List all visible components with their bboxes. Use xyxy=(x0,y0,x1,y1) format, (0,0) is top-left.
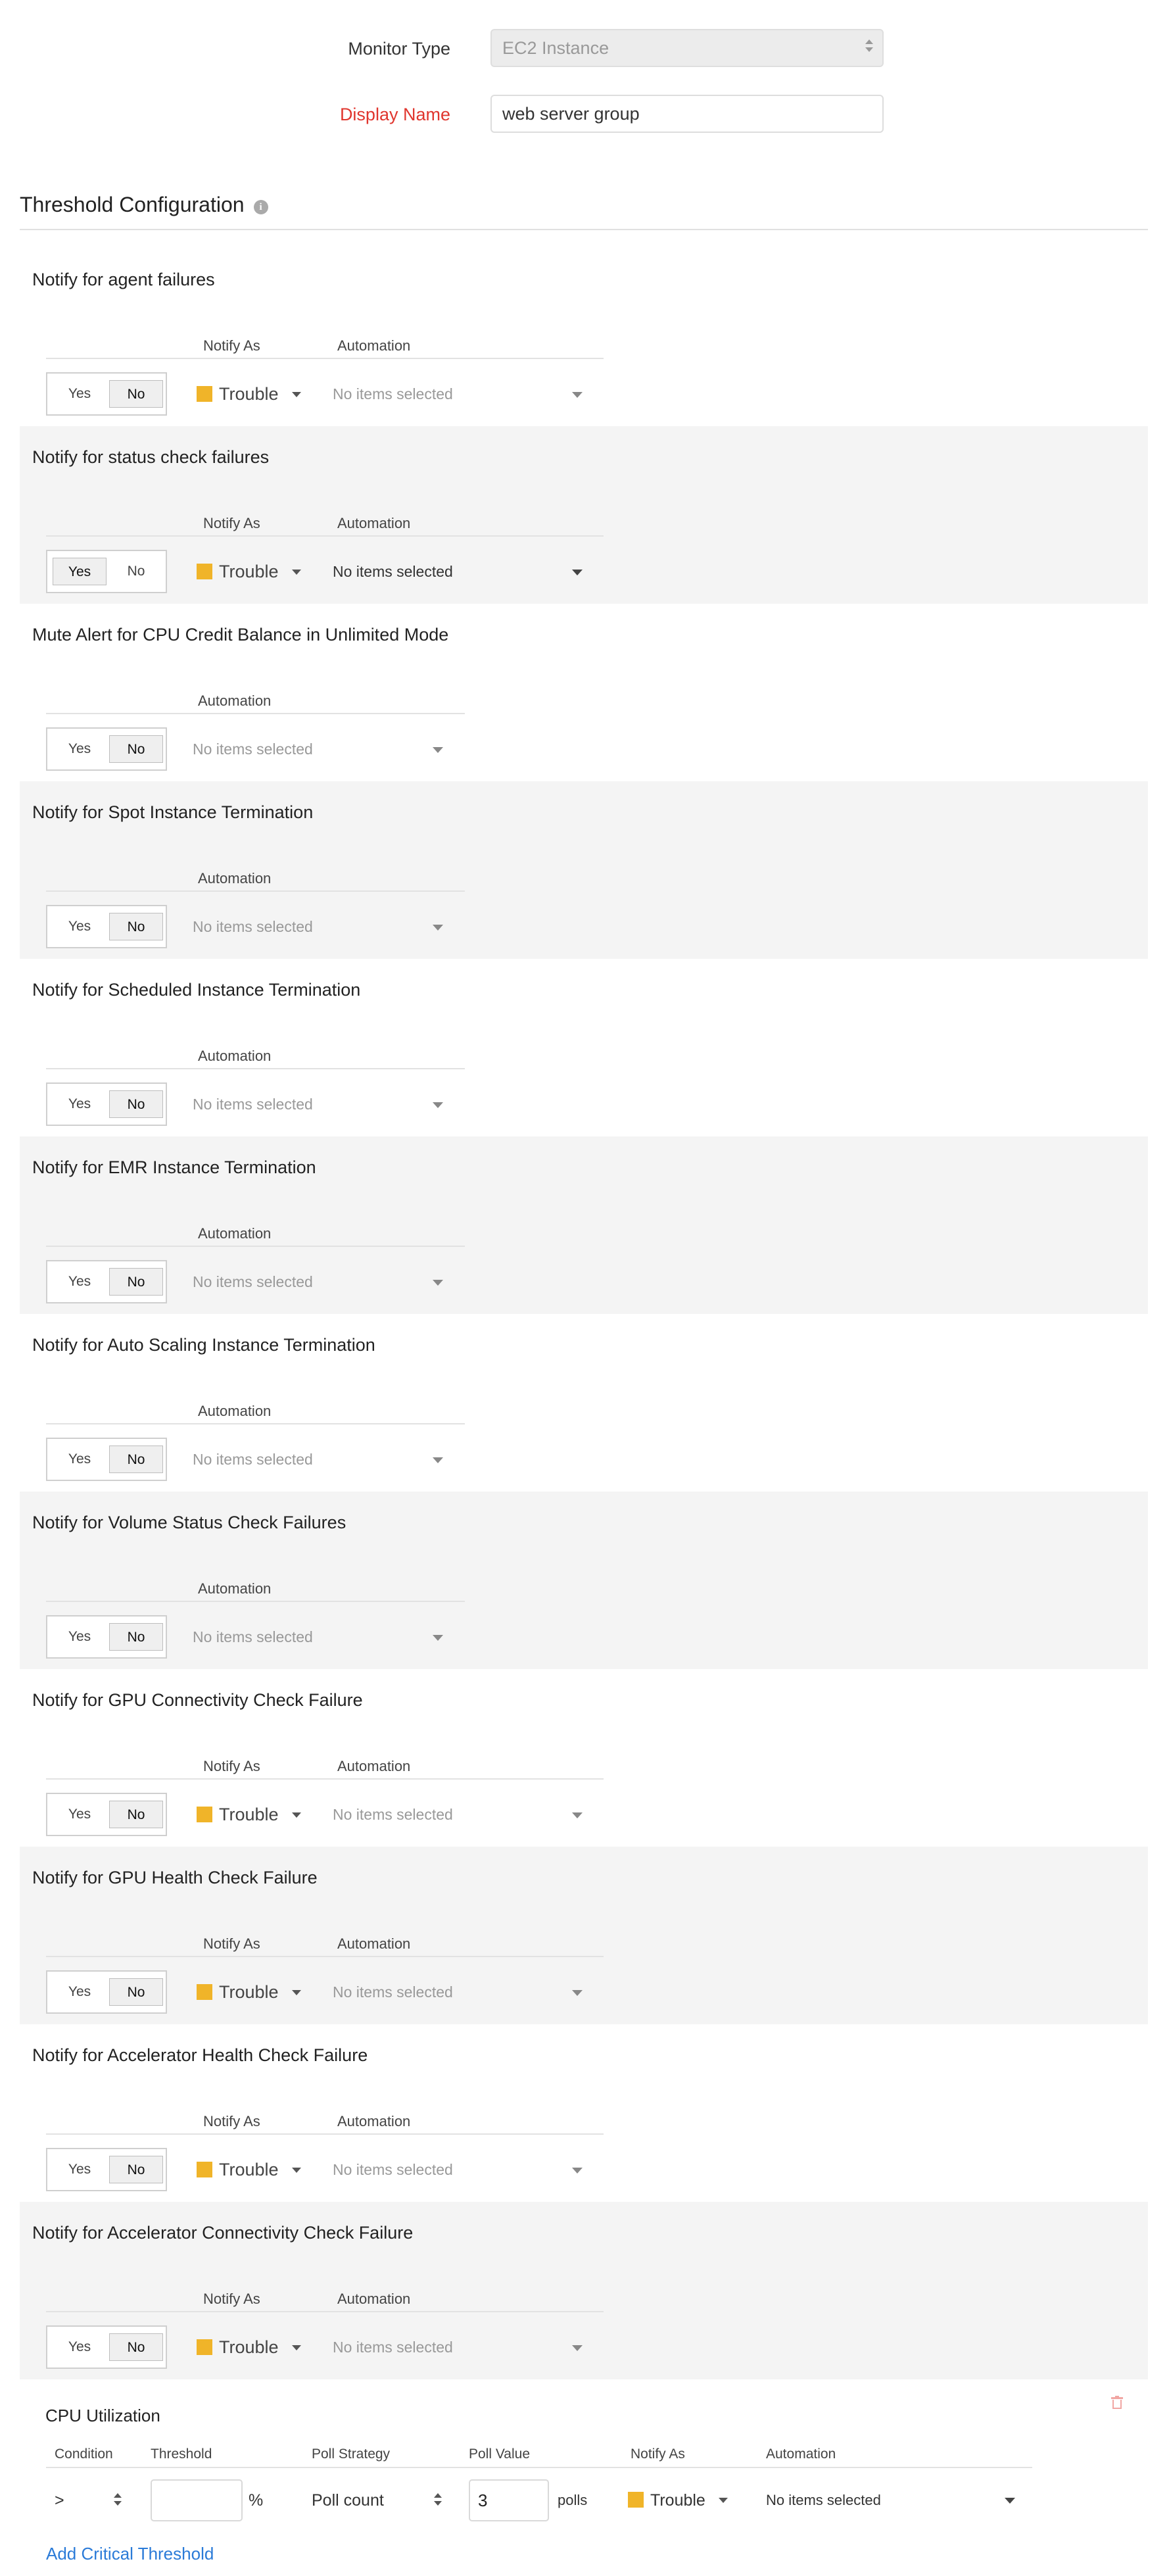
yes-button[interactable]: Yes xyxy=(68,1451,91,1467)
notify-as-header: Notify As xyxy=(203,1935,260,1952)
yes-no-toggle[interactable] xyxy=(46,905,167,948)
caret-down-icon xyxy=(572,2168,583,2174)
notify-as-dropdown[interactable] xyxy=(197,379,301,409)
condition-select[interactable] xyxy=(55,2479,147,2521)
yes-button[interactable]: Yes xyxy=(68,1984,91,1999)
automation-dropdown[interactable]: No items selected xyxy=(193,1273,313,1290)
no-button[interactable]: No xyxy=(109,2333,163,2361)
condition-header: Condition xyxy=(55,2446,113,2462)
notify-as-header: Notify As xyxy=(203,2291,260,2307)
monitor-type-value: EC2 Instance xyxy=(502,38,609,58)
no-button[interactable]: No xyxy=(109,1268,163,1296)
threshold-block xyxy=(20,1847,1148,2024)
trouble-color-swatch xyxy=(197,1807,212,1822)
automation-dropdown[interactable]: No items selected xyxy=(193,918,313,935)
monitor-type-label: Monitor Type xyxy=(348,39,450,59)
header-divider xyxy=(46,1068,465,1069)
block-title: Notify for Auto Scaling Instance Termination xyxy=(32,1335,375,1355)
block-title: Notify for Volume Status Check Failures xyxy=(32,1513,346,1532)
yes-button[interactable]: Yes xyxy=(68,919,91,934)
yes-button[interactable]: Yes xyxy=(68,1096,91,1111)
no-button[interactable]: No xyxy=(109,1090,163,1118)
poll-strategy-header: Poll Strategy xyxy=(312,2446,391,2462)
poll-unit: polls xyxy=(558,2492,588,2508)
automation-dropdown[interactable]: No items selected xyxy=(333,385,453,402)
display-name-label: Display Name xyxy=(339,105,450,124)
automation-header: Automation xyxy=(198,870,272,887)
threshold-block xyxy=(20,249,1148,426)
threshold-block xyxy=(20,1314,1148,1492)
caret-down-icon xyxy=(572,570,583,575)
block-title: Notify for GPU Health Check Failure xyxy=(32,1868,318,1887)
header-divider xyxy=(46,713,465,714)
notify-as-header: Notify As xyxy=(203,337,260,354)
caret-down-icon xyxy=(292,2168,301,2173)
yes-button[interactable]: Yes xyxy=(53,558,107,585)
trouble-color-swatch xyxy=(197,564,212,579)
yes-button[interactable]: Yes xyxy=(68,1274,91,1289)
block-title: Mute Alert for CPU Credit Balance in Unlimited Mode xyxy=(32,625,449,644)
notify-as-value: Trouble xyxy=(219,1982,279,2002)
automation-header: Automation xyxy=(198,1048,272,1064)
header-divider xyxy=(46,535,604,537)
notify-as-header: Notify As xyxy=(203,2113,260,2129)
poll-value-input[interactable]: 3 xyxy=(469,2479,549,2521)
notify-as-value: Trouble xyxy=(650,2491,705,2510)
block-title: Notify for EMR Instance Termination xyxy=(32,1157,316,1177)
automation-header: Automation xyxy=(337,515,411,531)
yes-button[interactable]: Yes xyxy=(68,1807,91,1822)
automation-header: Automation xyxy=(198,1580,272,1597)
yes-no-toggle[interactable] xyxy=(46,1438,167,1481)
header-divider xyxy=(46,1246,465,1247)
notify-as-dropdown[interactable] xyxy=(197,1977,301,2007)
automation-header: Automation xyxy=(337,337,411,354)
threshold-configuration-title xyxy=(20,193,268,217)
no-button[interactable]: No xyxy=(109,2156,163,2183)
automation-dropdown[interactable]: No items selected xyxy=(193,1451,313,1468)
yes-button[interactable]: Yes xyxy=(68,386,91,401)
caret-down-icon xyxy=(572,392,583,398)
automation-dropdown[interactable]: No items selected xyxy=(193,1628,313,1645)
block-title: Notify for agent failures xyxy=(32,270,215,289)
caret-down-icon xyxy=(292,570,301,575)
block-title: Notify for Spot Instance Termination xyxy=(32,802,314,822)
caret-down-icon xyxy=(1005,2498,1015,2504)
caret-down-icon xyxy=(433,1280,443,1286)
automation-header: Automation xyxy=(198,1403,272,1419)
automation-dropdown[interactable]: No items selected xyxy=(193,1096,313,1113)
notify-as-value: Trouble xyxy=(219,384,279,404)
threshold-block xyxy=(20,781,1148,959)
header-divider xyxy=(46,1423,465,1424)
yes-button[interactable]: Yes xyxy=(68,741,91,756)
caret-down-icon xyxy=(292,2345,301,2350)
caret-down-icon xyxy=(572,1812,583,1818)
no-button[interactable]: No xyxy=(127,564,145,579)
automation-header: Automation xyxy=(337,2113,411,2129)
automation-dropdown[interactable]: No items selected xyxy=(333,2339,453,2356)
cpu-utilization-title: CPU Utilization xyxy=(45,2406,160,2425)
notify-as-header: Notify As xyxy=(631,2446,685,2462)
no-button[interactable]: No xyxy=(109,1446,163,1473)
trouble-color-swatch xyxy=(197,1984,212,2000)
poll-value-header: Poll Value xyxy=(469,2446,531,2462)
condition-value: > xyxy=(55,2491,64,2510)
header-divider xyxy=(46,2133,604,2135)
block-title: Notify for status check failures xyxy=(32,447,270,467)
cpu-utilization-section xyxy=(20,2377,1148,2576)
threshold-block xyxy=(20,1669,1148,1847)
caret-down-icon xyxy=(719,2498,728,2503)
threshold-block xyxy=(20,2024,1148,2202)
no-button[interactable]: No xyxy=(109,1623,163,1651)
add-critical-threshold-link[interactable]: Add Critical Threshold xyxy=(46,2544,214,2564)
automation-header: Automation xyxy=(198,693,272,709)
no-button[interactable]: No xyxy=(109,735,163,763)
threshold-input[interactable] xyxy=(151,2479,243,2521)
yes-button[interactable]: Yes xyxy=(68,2162,91,2177)
caret-down-icon xyxy=(572,2345,583,2351)
automation-dropdown[interactable]: No items selected xyxy=(193,741,313,758)
notify-as-dropdown[interactable] xyxy=(197,2154,301,2185)
cpu-notify-as-dropdown[interactable] xyxy=(628,2479,728,2521)
trouble-color-swatch xyxy=(197,2339,212,2355)
notify-as-value: Trouble xyxy=(219,562,279,581)
header-divider xyxy=(46,2311,604,2312)
caret-down-icon xyxy=(433,1635,443,1641)
header-divider xyxy=(46,1956,604,1957)
poll-strategy-value: Poll count xyxy=(312,2491,384,2510)
caret-down-icon xyxy=(433,925,443,931)
caret-down-icon xyxy=(433,1457,443,1463)
header-divider xyxy=(46,358,604,359)
no-button[interactable]: No xyxy=(109,1801,163,1828)
automation-dropdown[interactable]: No items selected xyxy=(333,563,453,580)
notify-as-value: Trouble xyxy=(219,2160,279,2179)
block-title: Notify for Accelerator Health Check Failure xyxy=(32,2045,368,2065)
yes-button[interactable]: Yes xyxy=(68,2339,91,2354)
select-arrows-icon xyxy=(865,39,873,55)
yes-no-toggle[interactable] xyxy=(46,372,167,416)
trash-icon[interactable] xyxy=(1111,2396,1123,2410)
no-button[interactable]: No xyxy=(109,1978,163,2006)
poll-strategy-arrows-icon xyxy=(434,2493,442,2509)
threshold-unit: % xyxy=(249,2491,264,2510)
notify-as-dropdown[interactable] xyxy=(197,1799,301,1830)
info-icon[interactable]: i xyxy=(254,200,268,214)
poll-strategy-select[interactable] xyxy=(312,2479,450,2521)
monitor-type-select[interactable] xyxy=(490,29,884,67)
notify-as-value: Trouble xyxy=(219,2337,279,2357)
trouble-color-swatch xyxy=(197,2162,212,2177)
yes-no-toggle[interactable] xyxy=(46,550,167,593)
caret-down-icon xyxy=(292,1990,301,1995)
automation-value: No items selected xyxy=(766,2492,881,2508)
notify-as-value: Trouble xyxy=(219,1805,279,1824)
caret-down-icon xyxy=(433,1102,443,1108)
block-title: Notify for Scheduled Instance Termination xyxy=(32,980,361,1000)
yes-button[interactable]: Yes xyxy=(68,1629,91,1644)
automation-dropdown[interactable]: No items selected xyxy=(333,1983,453,2001)
automation-dropdown[interactable]: No items selected xyxy=(333,1806,453,1823)
condition-arrows-icon xyxy=(114,2493,122,2509)
yes-no-toggle[interactable] xyxy=(46,1793,167,1836)
display-name-row xyxy=(0,93,1169,135)
caret-down-icon xyxy=(292,392,301,397)
divider xyxy=(20,229,1148,230)
header-divider xyxy=(46,890,465,892)
yes-no-toggle[interactable] xyxy=(46,727,167,771)
threshold-header: Threshold xyxy=(151,2446,212,2462)
threshold-block xyxy=(20,604,1148,781)
threshold-block xyxy=(20,1492,1148,1669)
no-button[interactable]: No xyxy=(109,380,163,408)
notify-as-header: Notify As xyxy=(203,1758,260,1774)
header-divider xyxy=(46,1601,465,1602)
caret-down-icon xyxy=(292,1812,301,1818)
automation-header: Automation xyxy=(337,2291,411,2307)
section-title-text: Threshold Configuration xyxy=(20,193,245,216)
yes-no-toggle[interactable] xyxy=(46,1260,167,1303)
trouble-color-swatch xyxy=(197,386,212,402)
yes-no-toggle[interactable] xyxy=(46,1615,167,1659)
trouble-color-swatch xyxy=(628,2492,644,2508)
block-title: Notify for GPU Connectivity Check Failure xyxy=(32,1690,363,1710)
yes-no-toggle[interactable] xyxy=(46,2325,167,2369)
no-button[interactable]: No xyxy=(109,913,163,940)
header-divider xyxy=(46,1778,604,1780)
monitor-type-row xyxy=(0,28,1169,70)
threshold-block xyxy=(20,426,1148,604)
notify-as-dropdown[interactable] xyxy=(197,2332,301,2362)
notify-as-dropdown[interactable] xyxy=(197,556,301,587)
yes-no-toggle[interactable] xyxy=(46,2148,167,2191)
automation-header: Automation xyxy=(337,1935,411,1952)
caret-down-icon xyxy=(433,747,443,753)
yes-no-toggle[interactable] xyxy=(46,1082,167,1126)
automation-dropdown[interactable]: No items selected xyxy=(333,2161,453,2178)
yes-no-toggle[interactable] xyxy=(46,1970,167,2014)
automation-header: Automation xyxy=(337,1758,411,1774)
cpu-automation-dropdown[interactable] xyxy=(766,2479,881,2521)
display-name-input[interactable]: web server group xyxy=(490,95,884,133)
header-divider xyxy=(46,2467,1032,2468)
caret-down-icon xyxy=(572,1990,583,1996)
threshold-block xyxy=(20,1136,1148,1314)
automation-header: Automation xyxy=(766,2446,836,2462)
threshold-block xyxy=(20,2202,1148,2379)
block-title: Notify for Accelerator Connectivity Check Failure xyxy=(32,2223,414,2243)
automation-header: Automation xyxy=(198,1225,272,1242)
threshold-block xyxy=(20,959,1148,1136)
notify-as-header: Notify As xyxy=(203,515,260,531)
